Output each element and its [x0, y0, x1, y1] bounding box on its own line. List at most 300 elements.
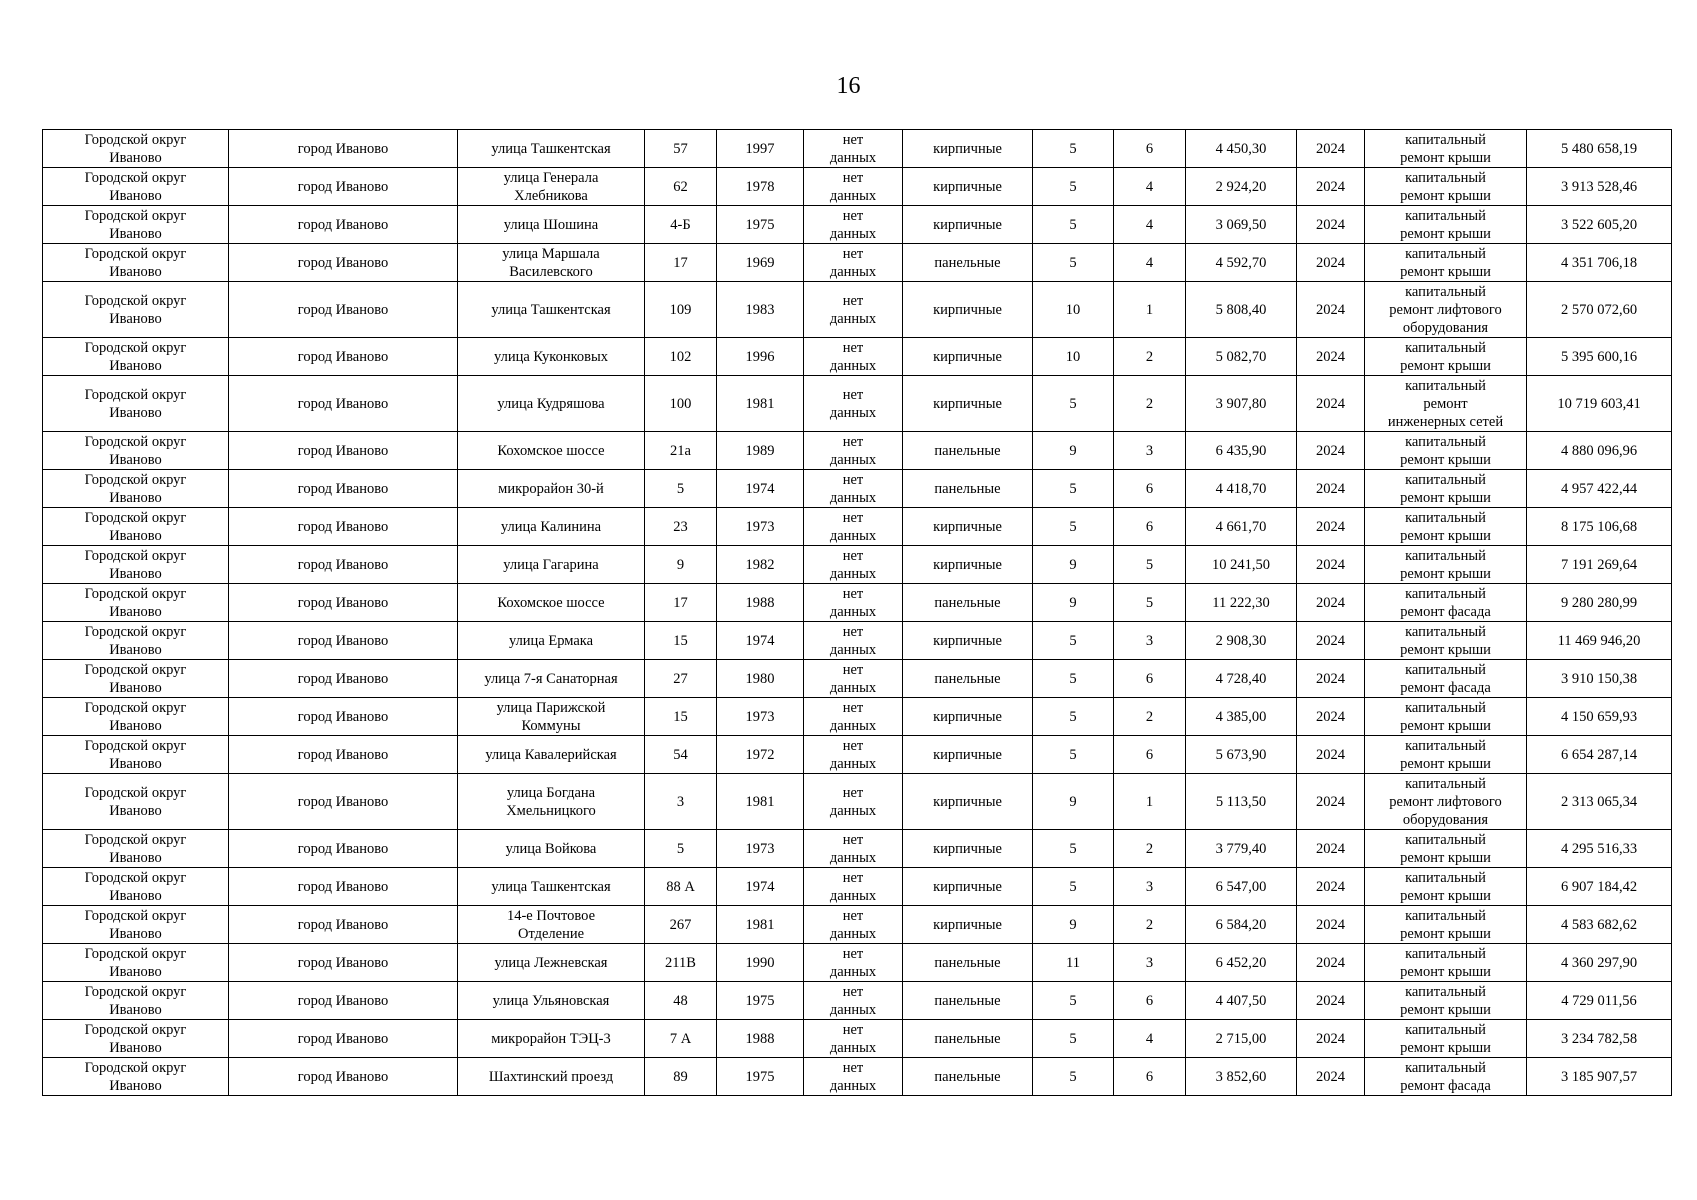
- house-number-cell: 109: [645, 282, 717, 338]
- work-type-cell-line: ремонт крыши: [1400, 925, 1491, 942]
- municipality-cell-line: Иваново: [109, 1039, 162, 1056]
- street-cell-line: Отделение: [517, 925, 585, 942]
- work-type-cell-line: капитальный: [1405, 699, 1486, 716]
- street-cell: [458, 698, 645, 736]
- floors-cell: 5: [1033, 830, 1114, 868]
- status-cell-line: данных: [829, 527, 877, 544]
- work-type-cell: [1365, 982, 1527, 1020]
- work-type-cell-line: ремонт крыши: [1400, 451, 1491, 468]
- area-cell: 4 407,50: [1186, 982, 1297, 1020]
- status-cell-line: нет: [842, 585, 864, 602]
- status-cell: [804, 244, 903, 282]
- wall-material-cell: кирпичные: [903, 622, 1033, 660]
- work-type-cell-line: ремонт крыши: [1400, 963, 1491, 980]
- street-cell: [458, 1020, 645, 1058]
- street-cell-line: улица Генерала: [503, 169, 599, 186]
- plan-year-cell: 2024: [1297, 432, 1365, 470]
- area-cell: 4 385,00: [1186, 698, 1297, 736]
- municipality-cell-line: Городской округ: [84, 983, 187, 1000]
- municipality-cell-line: Городской округ: [84, 699, 187, 716]
- floors-cell: 11: [1033, 944, 1114, 982]
- entrances-cell: 2: [1114, 338, 1186, 376]
- area-cell: 2 715,00: [1186, 1020, 1297, 1058]
- status-cell-line: нет: [842, 131, 864, 148]
- city-cell: город Иваново: [229, 774, 458, 830]
- work-type-cell-line: капитальный: [1405, 945, 1486, 962]
- cost-cell: 4 583 682,62: [1527, 906, 1672, 944]
- wall-material-cell: кирпичные: [903, 906, 1033, 944]
- build-year-cell: 1988: [717, 584, 804, 622]
- register-body: [43, 130, 1672, 1096]
- work-type-cell-line: капитальный: [1405, 907, 1486, 924]
- work-type-cell: [1365, 584, 1527, 622]
- entrances-cell: 2: [1114, 698, 1186, 736]
- cost-cell: 6 654 287,14: [1527, 736, 1672, 774]
- house-number-cell: 57: [645, 130, 717, 168]
- street-cell-line: улица Кавалерийская: [485, 746, 617, 763]
- area-cell: 11 222,30: [1186, 584, 1297, 622]
- work-type-cell-line: ремонт крыши: [1400, 1039, 1491, 1056]
- floors-cell: 9: [1033, 584, 1114, 622]
- wall-material-cell: кирпичные: [903, 698, 1033, 736]
- plan-year-cell: 2024: [1297, 376, 1365, 432]
- floors-cell: 5: [1033, 1020, 1114, 1058]
- street-cell-line: улица Ульяновская: [492, 992, 610, 1009]
- work-type-cell: [1365, 470, 1527, 508]
- entrances-cell: 1: [1114, 282, 1186, 338]
- status-cell-line: нет: [842, 907, 864, 924]
- status-cell-line: нет: [842, 339, 864, 356]
- city-cell: город Иваново: [229, 244, 458, 282]
- house-number-cell: 102: [645, 338, 717, 376]
- plan-year-cell: 2024: [1297, 982, 1365, 1020]
- work-type-cell-line: капитальный: [1405, 831, 1486, 848]
- entrances-cell: 6: [1114, 470, 1186, 508]
- street-cell-line: улица 7-я Санаторная: [484, 670, 618, 687]
- city-cell: город Иваново: [229, 1020, 458, 1058]
- cost-cell: 11 469 946,20: [1527, 622, 1672, 660]
- house-number-cell: 5: [645, 830, 717, 868]
- wall-material-cell: кирпичные: [903, 774, 1033, 830]
- cost-cell: 7 191 269,64: [1527, 546, 1672, 584]
- status-cell-line: данных: [829, 225, 877, 242]
- wall-material-cell: кирпичные: [903, 376, 1033, 432]
- municipality-cell-line: Городской округ: [84, 907, 187, 924]
- table-row: [43, 338, 1672, 376]
- municipality-cell-line: Городской округ: [84, 784, 187, 801]
- status-cell-line: данных: [829, 451, 877, 468]
- cost-cell: 6 907 184,42: [1527, 868, 1672, 906]
- municipality-cell: [43, 774, 229, 830]
- work-type-cell-line: ремонт лифтового: [1389, 793, 1502, 810]
- work-type-cell: [1365, 546, 1527, 584]
- cost-cell: 8 175 106,68: [1527, 508, 1672, 546]
- entrances-cell: 5: [1114, 546, 1186, 584]
- work-type-cell-line: ремонт крыши: [1400, 717, 1491, 734]
- plan-year-cell: 2024: [1297, 1020, 1365, 1058]
- work-type-cell-line: ремонт крыши: [1400, 263, 1491, 280]
- municipality-cell-line: Городской округ: [84, 471, 187, 488]
- table-row: [43, 868, 1672, 906]
- plan-year-cell: 2024: [1297, 338, 1365, 376]
- area-cell: 10 241,50: [1186, 546, 1297, 584]
- status-cell-line: нет: [842, 433, 864, 450]
- floors-cell: 5: [1033, 244, 1114, 282]
- wall-material-cell: панельные: [903, 432, 1033, 470]
- status-cell: [804, 698, 903, 736]
- work-type-cell-line: капитальный: [1405, 547, 1486, 564]
- status-cell-line: данных: [829, 1001, 877, 1018]
- plan-year-cell: 2024: [1297, 698, 1365, 736]
- wall-material-cell: кирпичные: [903, 338, 1033, 376]
- floors-cell: 5: [1033, 130, 1114, 168]
- municipality-cell-line: Городской округ: [84, 433, 187, 450]
- entrances-cell: 3: [1114, 432, 1186, 470]
- street-cell-line: Коммуны: [521, 717, 581, 734]
- cost-cell: 4 957 422,44: [1527, 470, 1672, 508]
- repair-register-table: [42, 129, 1672, 1096]
- municipality-cell-line: Городской округ: [84, 245, 187, 262]
- area-cell: 4 728,40: [1186, 660, 1297, 698]
- city-cell: город Иваново: [229, 830, 458, 868]
- municipality-cell-line: Иваново: [109, 263, 162, 280]
- status-cell-line: данных: [829, 887, 877, 904]
- status-cell: [804, 736, 903, 774]
- table-row: [43, 470, 1672, 508]
- city-cell: город Иваново: [229, 906, 458, 944]
- table-row: [43, 130, 1672, 168]
- street-cell: [458, 830, 645, 868]
- work-type-cell-line: ремонт фасада: [1400, 603, 1491, 620]
- status-cell: [804, 906, 903, 944]
- cost-cell: 3 913 528,46: [1527, 168, 1672, 206]
- municipality-cell-line: Иваново: [109, 679, 162, 696]
- municipality-cell-line: Городской округ: [84, 1021, 187, 1038]
- street-cell-line: Василевского: [509, 263, 593, 280]
- street-cell: [458, 774, 645, 830]
- city-cell: город Иваново: [229, 868, 458, 906]
- street-cell: [458, 906, 645, 944]
- municipality-cell: [43, 868, 229, 906]
- municipality-cell: [43, 546, 229, 584]
- house-number-cell: 54: [645, 736, 717, 774]
- plan-year-cell: 2024: [1297, 830, 1365, 868]
- work-type-cell-line: ремонт крыши: [1400, 527, 1491, 544]
- status-cell-line: нет: [842, 983, 864, 1000]
- municipality-cell-line: Иваново: [109, 925, 162, 942]
- municipality-cell: [43, 1058, 229, 1096]
- municipality-cell-line: Городской округ: [84, 292, 187, 309]
- work-type-cell-line: капитальный: [1405, 207, 1486, 224]
- municipality-cell-line: Иваново: [109, 357, 162, 374]
- municipality-cell-line: Городской округ: [84, 945, 187, 962]
- table-row: [43, 736, 1672, 774]
- area-cell: 3 907,80: [1186, 376, 1297, 432]
- municipality-cell-line: Иваново: [109, 310, 162, 327]
- status-cell-line: нет: [842, 869, 864, 886]
- street-cell-line: улица Маршала: [502, 245, 600, 262]
- work-type-cell: [1365, 736, 1527, 774]
- work-type-cell-line: капитальный: [1405, 169, 1486, 186]
- house-number-cell: 211В: [645, 944, 717, 982]
- status-cell: [804, 376, 903, 432]
- entrances-cell: 3: [1114, 622, 1186, 660]
- plan-year-cell: 2024: [1297, 206, 1365, 244]
- cost-cell: 2 570 072,60: [1527, 282, 1672, 338]
- status-cell-line: нет: [842, 1059, 864, 1076]
- build-year-cell: 1978: [717, 168, 804, 206]
- work-type-cell-line: ремонт крыши: [1400, 489, 1491, 506]
- work-type-cell-line: капитальный: [1405, 585, 1486, 602]
- city-cell: город Иваново: [229, 432, 458, 470]
- work-type-cell-line: ремонт крыши: [1400, 887, 1491, 904]
- wall-material-cell: панельные: [903, 660, 1033, 698]
- street-cell-line: улица Гагарина: [503, 556, 599, 573]
- work-type-cell-line: капитальный: [1405, 1021, 1486, 1038]
- street-cell: [458, 432, 645, 470]
- work-type-cell-line: ремонт крыши: [1400, 357, 1491, 374]
- house-number-cell: 89: [645, 1058, 717, 1096]
- plan-year-cell: 2024: [1297, 584, 1365, 622]
- cost-cell: 5 395 600,16: [1527, 338, 1672, 376]
- city-cell: город Иваново: [229, 736, 458, 774]
- entrances-cell: 6: [1114, 660, 1186, 698]
- house-number-cell: 62: [645, 168, 717, 206]
- street-cell-line: улица Ермака: [508, 632, 594, 649]
- street-cell: [458, 244, 645, 282]
- floors-cell: 10: [1033, 338, 1114, 376]
- cost-cell: 9 280 280,99: [1527, 584, 1672, 622]
- work-type-cell-line: капитальный: [1405, 509, 1486, 526]
- area-cell: 3 779,40: [1186, 830, 1297, 868]
- floors-cell: 9: [1033, 774, 1114, 830]
- wall-material-cell: панельные: [903, 944, 1033, 982]
- floors-cell: 9: [1033, 432, 1114, 470]
- table-row: [43, 168, 1672, 206]
- municipality-cell: [43, 906, 229, 944]
- street-cell-line: Кохомское шоссе: [497, 442, 605, 459]
- city-cell: город Иваново: [229, 622, 458, 660]
- status-cell: [804, 470, 903, 508]
- build-year-cell: 1982: [717, 546, 804, 584]
- area-cell: 5 113,50: [1186, 774, 1297, 830]
- municipality-cell: [43, 432, 229, 470]
- municipality-cell: [43, 470, 229, 508]
- wall-material-cell: панельные: [903, 470, 1033, 508]
- municipality-cell-line: Иваново: [109, 603, 162, 620]
- entrances-cell: 6: [1114, 130, 1186, 168]
- status-cell-line: данных: [829, 565, 877, 582]
- plan-year-cell: 2024: [1297, 282, 1365, 338]
- status-cell: [804, 830, 903, 868]
- status-cell-line: данных: [829, 404, 877, 421]
- work-type-cell: [1365, 660, 1527, 698]
- work-type-cell-line: капитальный: [1405, 433, 1486, 450]
- work-type-cell-line: оборудования: [1402, 811, 1489, 828]
- work-type-cell-line: инженерных сетей: [1387, 413, 1504, 430]
- street-cell: [458, 376, 645, 432]
- city-cell: город Иваново: [229, 660, 458, 698]
- work-type-cell: [1365, 432, 1527, 470]
- municipality-cell: [43, 1020, 229, 1058]
- wall-material-cell: кирпичные: [903, 130, 1033, 168]
- municipality-cell: [43, 584, 229, 622]
- work-type-cell-line: ремонт крыши: [1400, 849, 1491, 866]
- wall-material-cell: кирпичные: [903, 282, 1033, 338]
- street-cell-line: 14-е Почтовое: [506, 907, 596, 924]
- work-type-cell-line: ремонт фасада: [1400, 679, 1491, 696]
- work-type-cell-line: капитальный: [1405, 737, 1486, 754]
- area-cell: 5 673,90: [1186, 736, 1297, 774]
- status-cell-line: данных: [829, 802, 877, 819]
- street-cell: [458, 130, 645, 168]
- house-number-cell: 4-Б: [645, 206, 717, 244]
- municipality-cell: [43, 376, 229, 432]
- entrances-cell: 4: [1114, 168, 1186, 206]
- wall-material-cell: кирпичные: [903, 546, 1033, 584]
- street-cell: [458, 944, 645, 982]
- municipality-cell-line: Иваново: [109, 887, 162, 904]
- wall-material-cell: кирпичные: [903, 830, 1033, 868]
- floors-cell: 5: [1033, 622, 1114, 660]
- entrances-cell: 2: [1114, 906, 1186, 944]
- municipality-cell-line: Городской округ: [84, 131, 187, 148]
- floors-cell: 5: [1033, 1058, 1114, 1096]
- floors-cell: 10: [1033, 282, 1114, 338]
- floors-cell: 5: [1033, 470, 1114, 508]
- house-number-cell: 15: [645, 698, 717, 736]
- entrances-cell: 6: [1114, 736, 1186, 774]
- municipality-cell-line: Иваново: [109, 225, 162, 242]
- build-year-cell: 1974: [717, 622, 804, 660]
- house-number-cell: 5: [645, 470, 717, 508]
- table-row: [43, 982, 1672, 1020]
- street-cell-line: улица Лежневская: [494, 954, 608, 971]
- floors-cell: 5: [1033, 736, 1114, 774]
- entrances-cell: 3: [1114, 944, 1186, 982]
- work-type-cell: [1365, 868, 1527, 906]
- municipality-cell: [43, 338, 229, 376]
- city-cell: город Иваново: [229, 546, 458, 584]
- floors-cell: 5: [1033, 206, 1114, 244]
- status-cell: [804, 130, 903, 168]
- status-cell: [804, 660, 903, 698]
- street-cell-line: Хлебникова: [514, 187, 588, 204]
- house-number-cell: 15: [645, 622, 717, 660]
- plan-year-cell: 2024: [1297, 774, 1365, 830]
- table-row: [43, 376, 1672, 432]
- wall-material-cell: кирпичные: [903, 868, 1033, 906]
- house-number-cell: 23: [645, 508, 717, 546]
- floors-cell: 5: [1033, 660, 1114, 698]
- plan-year-cell: 2024: [1297, 906, 1365, 944]
- city-cell: город Иваново: [229, 944, 458, 982]
- table-row: [43, 944, 1672, 982]
- work-type-cell-line: оборудования: [1402, 319, 1489, 336]
- entrances-cell: 4: [1114, 244, 1186, 282]
- table-row: [43, 906, 1672, 944]
- status-cell: [804, 1020, 903, 1058]
- municipality-cell-line: Иваново: [109, 802, 162, 819]
- area-cell: 3 852,60: [1186, 1058, 1297, 1096]
- status-cell-line: данных: [829, 755, 877, 772]
- build-year-cell: 1990: [717, 944, 804, 982]
- area-cell: 3 069,50: [1186, 206, 1297, 244]
- municipality-cell-line: Иваново: [109, 963, 162, 980]
- plan-year-cell: 2024: [1297, 944, 1365, 982]
- street-cell-line: улица Богдана: [506, 784, 596, 801]
- work-type-cell-line: капитальный: [1405, 245, 1486, 262]
- work-type-cell-line: ремонт крыши: [1400, 149, 1491, 166]
- status-cell-line: нет: [842, 471, 864, 488]
- city-cell: город Иваново: [229, 168, 458, 206]
- work-type-cell-line: капитальный: [1405, 1059, 1486, 1076]
- area-cell: 4 450,30: [1186, 130, 1297, 168]
- municipality-cell-line: Городской округ: [84, 386, 187, 403]
- status-cell-line: нет: [842, 509, 864, 526]
- build-year-cell: 1975: [717, 982, 804, 1020]
- plan-year-cell: 2024: [1297, 244, 1365, 282]
- municipality-cell-line: Городской округ: [84, 547, 187, 564]
- street-cell-line: улица Ташкентская: [491, 140, 611, 157]
- status-cell-line: нет: [842, 245, 864, 262]
- work-type-cell-line: ремонт крыши: [1400, 565, 1491, 582]
- status-cell-line: данных: [829, 187, 877, 204]
- status-cell: [804, 944, 903, 982]
- table-row: [43, 206, 1672, 244]
- municipality-cell-line: Иваново: [109, 149, 162, 166]
- house-number-cell: 9: [645, 546, 717, 584]
- status-cell: [804, 508, 903, 546]
- city-cell: город Иваново: [229, 470, 458, 508]
- status-cell-line: нет: [842, 547, 864, 564]
- floors-cell: 5: [1033, 376, 1114, 432]
- municipality-cell-line: Иваново: [109, 717, 162, 734]
- entrances-cell: 6: [1114, 1058, 1186, 1096]
- house-number-cell: 3: [645, 774, 717, 830]
- municipality-cell-line: Городской округ: [84, 169, 187, 186]
- municipality-cell-line: Городской округ: [84, 831, 187, 848]
- street-cell: [458, 546, 645, 584]
- wall-material-cell: панельные: [903, 244, 1033, 282]
- entrances-cell: 1: [1114, 774, 1186, 830]
- status-cell-line: нет: [842, 831, 864, 848]
- city-cell: город Иваново: [229, 508, 458, 546]
- cost-cell: 10 719 603,41: [1527, 376, 1672, 432]
- wall-material-cell: кирпичные: [903, 168, 1033, 206]
- work-type-cell-line: капитальный: [1405, 339, 1486, 356]
- work-type-cell: [1365, 508, 1527, 546]
- build-year-cell: 1997: [717, 130, 804, 168]
- cost-cell: 3 910 150,38: [1527, 660, 1672, 698]
- municipality-cell-line: Городской округ: [84, 737, 187, 754]
- status-cell: [804, 168, 903, 206]
- status-cell: [804, 1058, 903, 1096]
- municipality-cell-line: Иваново: [109, 849, 162, 866]
- status-cell-line: нет: [842, 1021, 864, 1038]
- area-cell: 5 808,40: [1186, 282, 1297, 338]
- street-cell: [458, 736, 645, 774]
- work-type-cell-line: капитальный: [1405, 131, 1486, 148]
- build-year-cell: 1969: [717, 244, 804, 282]
- municipality-cell-line: Городской округ: [84, 339, 187, 356]
- area-cell: 6 435,90: [1186, 432, 1297, 470]
- status-cell-line: данных: [829, 717, 877, 734]
- work-type-cell-line: капитальный: [1405, 983, 1486, 1000]
- table-row: [43, 774, 1672, 830]
- wall-material-cell: панельные: [903, 1020, 1033, 1058]
- build-year-cell: 1974: [717, 868, 804, 906]
